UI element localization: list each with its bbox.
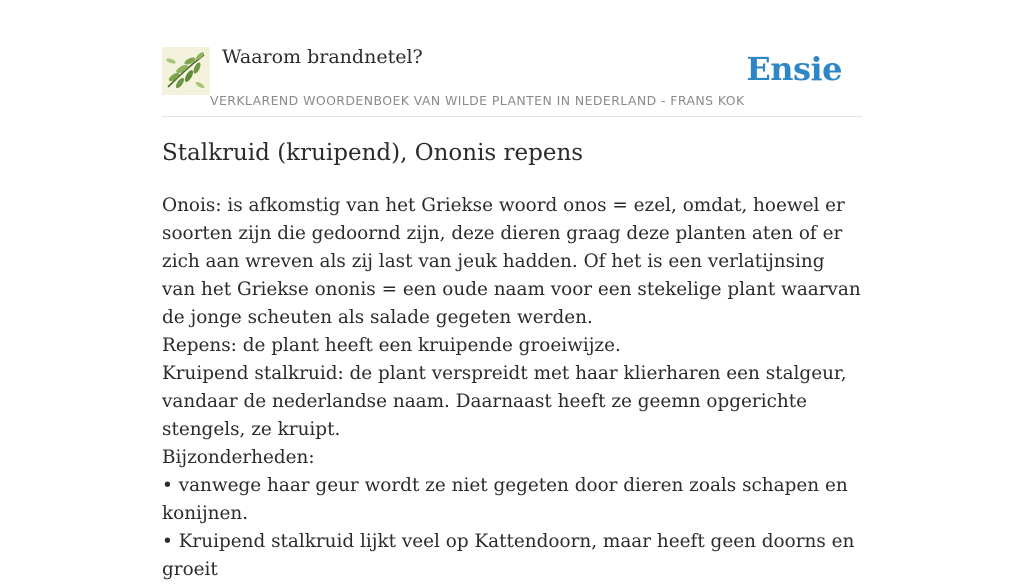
list-item: • Kruipend stalkruid lijkt veel op Kattendoorn, maar heeft geen doorns en groeit — [162, 531, 855, 580]
list-item: • vanwege haar geur wordt ze niet gegeten door dieren zoals schapen en konijnen. — [162, 475, 848, 524]
site-title[interactable]: Waarom brandnetel? — [222, 46, 423, 68]
header — [162, 0, 862, 117]
paragraph-repens: Repens: de plant heeft een kruipende groeiwijze. — [162, 335, 621, 356]
paragraph-kruipend-stalkruid: Kruipend stalkruid: de plant verspreidt met haar klierharen een stalgeur, vandaar de nederlandse naam. Daarnaast heeft ze geemn opgerichte stengels, ze kruipt. — [162, 363, 847, 440]
paragraph-bijzonderheden: Bijzonderheden: — [162, 447, 315, 468]
dictionary-subtitle[interactable]: VERKLAREND WOORDENBOEK VAN WILDE PLANTEN IN NEDERLAND - FRANS KOK — [210, 93, 745, 108]
page — [162, 0, 862, 580]
paragraph-onois: Onois: is afkomstig van het Griekse woord onos = ezel, omdat, hoewel er soorten zijn die gedoornd zijn, deze dieren graag deze planten aten of er zich aan wreven als zij last van jeuk hadden. Of het is een verlatijnsing van het Griekse ononis = een oude naam voor een stekelige plant waarvan de jonge scheuten als salade gegeten werden. — [162, 195, 861, 328]
article-body — [162, 192, 862, 584]
article-title: Stalkruid (kruipend), Ononis repens — [162, 140, 584, 166]
brand-logo[interactable]: Ensie — [746, 50, 842, 88]
leaf-branch-icon[interactable] — [162, 47, 210, 95]
